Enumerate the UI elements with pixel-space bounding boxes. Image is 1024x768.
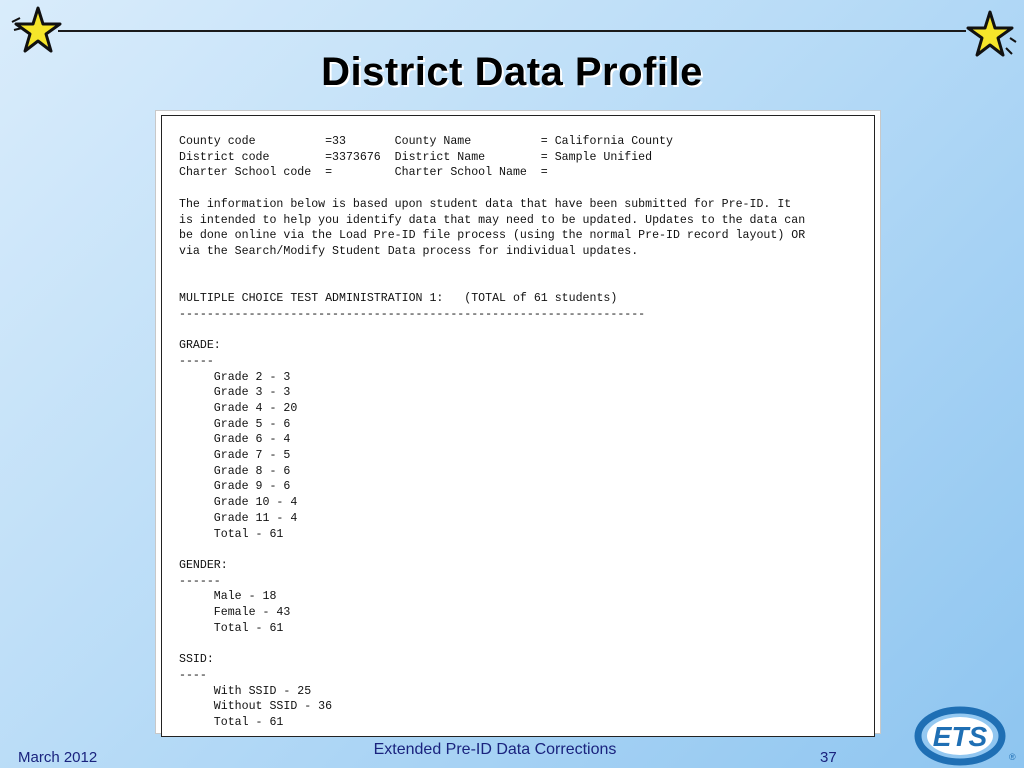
report-line: is intended to help you identify data that may need to be updated. Updates to the data can	[179, 213, 806, 227]
report-line: Grade 6 - 4	[179, 433, 291, 447]
ets-logo-text: ETS	[932, 721, 988, 752]
report-line: Charter School code = Charter School Name =	[179, 166, 548, 180]
report-line: Without SSID - 36	[179, 700, 333, 714]
report-line: ----	[179, 668, 207, 682]
report-line: GRADE:	[179, 339, 221, 353]
report-line: -----	[179, 354, 214, 368]
report-line: Grade 3 - 3	[179, 386, 291, 400]
report-line: With SSID - 25	[179, 684, 312, 698]
report-line: District code =3373676 District Name = Sample Unified	[179, 150, 653, 164]
report-line: Grade 9 - 6	[179, 480, 291, 494]
report-line: Grade 5 - 6	[179, 417, 291, 431]
report-line: Grade 4 - 20	[179, 401, 298, 415]
report-line: The information below is based upon student data that have been submitted for Pre-ID. It	[179, 197, 792, 211]
report-line: Grade 10 - 4	[179, 496, 298, 510]
report-line: Grade 8 - 6	[179, 464, 291, 478]
registered-mark: ®	[1009, 752, 1016, 762]
report-line: be done online via the Load Pre-ID file process (using the normal Pre-ID record layout) OR	[179, 229, 806, 243]
page-number: 37	[820, 749, 837, 766]
district-report	[161, 115, 875, 737]
report-line: ------	[179, 574, 221, 588]
slide-title: District Data Profile	[321, 50, 703, 94]
report-line: Total - 61	[179, 527, 284, 541]
report-line: -------------------------------------------------------------------	[179, 307, 646, 321]
report-line: Total - 61	[179, 621, 284, 635]
report-line: Male - 18	[179, 590, 277, 604]
report-line: SSID:	[179, 653, 214, 667]
report-line: via the Search/Modify Student Data process for individual updates.	[179, 244, 639, 258]
report-line: County code =33 County Name = California County	[179, 135, 673, 148]
report-text	[179, 134, 805, 731]
report-line: MULTIPLE CHOICE TEST ADMINISTRATION 1: (TOTAL of 61 students)	[179, 292, 618, 306]
report-line: Grade 11 - 4	[179, 511, 298, 525]
report-line: Female - 43	[179, 606, 291, 620]
footer-date: March 2012	[18, 749, 98, 766]
report-line: Total - 61	[179, 716, 284, 730]
report-line: Grade 2 - 3	[179, 370, 291, 384]
footer-title: Extended Pre-ID Data Corrections	[373, 741, 617, 758]
ets-logo	[914, 702, 1018, 766]
top-divider-line	[58, 30, 966, 32]
report-line: Grade 7 - 5	[179, 449, 291, 463]
report-line: GENDER:	[179, 558, 228, 572]
